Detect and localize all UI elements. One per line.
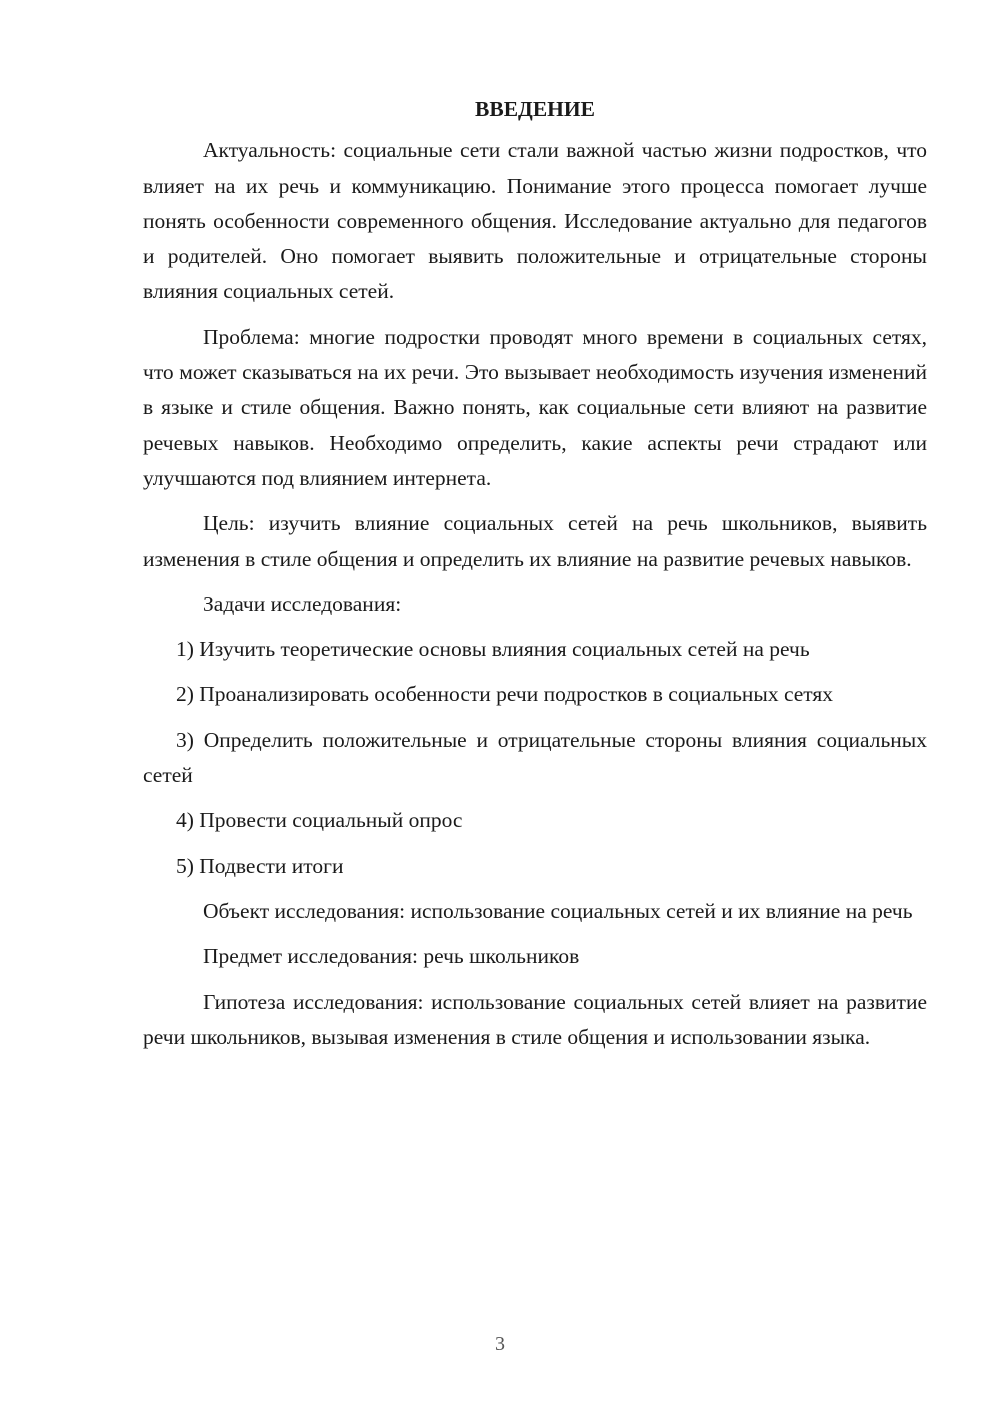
hypothesis-paragraph: Гипотеза исследования: использование социальных сетей влияет на развитие речи школьников, вызывая изменения в стиле общения и использовании языка.	[143, 989, 927, 1049]
relevance-paragraph: Актуальность: социальные сети стали важной частью жизни подростков, что влияет на их речь и коммуникацию. Понимание этого процесса помогает лучше понять особенности современного общения. Исследование актуально для педагогов и родителей. Оно помогает выявить положительные и отрицательные стороны влияния социальных сетей.	[143, 138, 927, 304]
problem-paragraph: Проблема: многие подростки проводят много времени в социальных сетях, что может сказываться на их речи. Это вызывает необходимость изучения изменений в языке и стиле общения. Важно понять, как социальные сети влияют на развитие речевых навыков. Необходимо определить, какие аспекты речи страдают или улучшаются под влиянием интернета.	[143, 324, 927, 490]
section-title: ВВЕДЕНИЕ	[475, 97, 595, 121]
task-item-2: 2) Проанализировать особенности речи подростков в социальных сетях	[176, 682, 834, 707]
page-number: 3	[495, 1333, 505, 1355]
goal-paragraph: Цель: изучить влияние социальных сетей на речь школьников, выявить изменения в стиле общения и определить их влияние на развитие речевых навыков.	[143, 511, 927, 571]
task-item-5: 5) Подвести итоги	[176, 853, 344, 878]
object-paragraph: Объект исследования: использование социальных сетей и их влияние на речь	[203, 898, 913, 923]
document-page	[143, 92, 927, 1065]
task-item-3: 3) Определить положительные и отрицательные стороны влияния социальных сетей	[143, 727, 927, 788]
subject-paragraph: Предмет исследования: речь школьников	[203, 944, 580, 969]
tasks-heading: Задачи исследования:	[203, 591, 402, 616]
task-item-4: 4) Провести социальный опрос	[176, 808, 463, 833]
task-item-1: 1) Изучить теоретические основы влияния социальных сетей на речь	[176, 637, 810, 662]
